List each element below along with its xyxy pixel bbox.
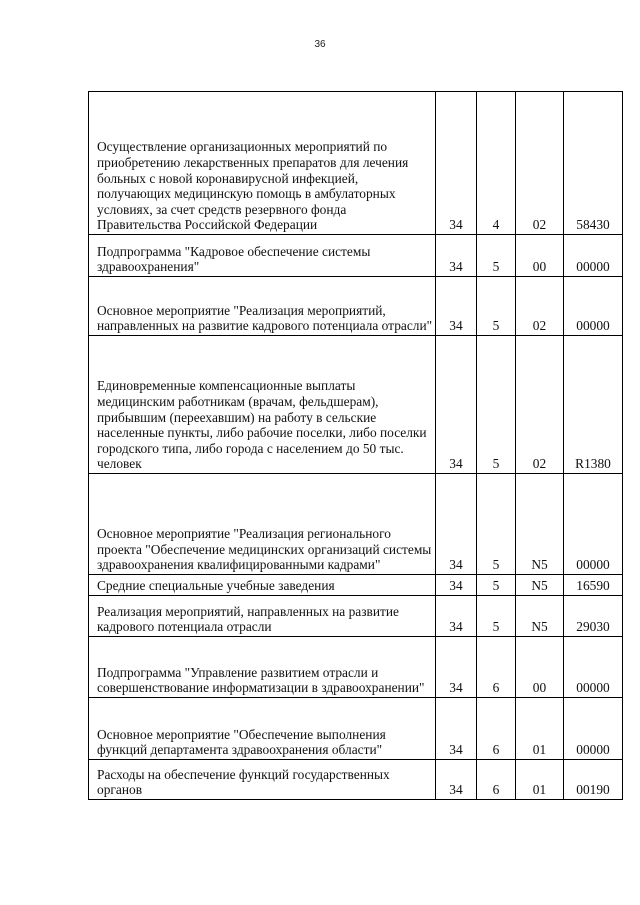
row-code-direction: 00000	[564, 698, 623, 760]
row-code-ministry: 34	[436, 760, 477, 800]
row-code-ministry: 34	[436, 575, 477, 596]
row-code-direction: 00000	[564, 637, 623, 698]
table-row	[89, 575, 623, 596]
row-code-ministry: 34	[436, 698, 477, 760]
budget-classification-table	[88, 91, 623, 800]
row-code-direction: 16590	[564, 575, 623, 596]
row-code-event: 00	[516, 637, 564, 698]
table-row	[89, 596, 623, 637]
row-code-direction: 58430	[564, 92, 623, 235]
row-description: Основное мероприятие "Реализация регионального проекта "Обеспечение медицинских организаций системы здравоохранения квалифицированными кадрами"	[89, 474, 436, 575]
table-row	[89, 336, 623, 474]
table-row	[89, 235, 623, 277]
row-code-direction: 29030	[564, 596, 623, 637]
table-row	[89, 698, 623, 760]
row-code-subprogram: 5	[477, 277, 516, 336]
row-code-subprogram: 5	[477, 474, 516, 575]
row-code-event: N5	[516, 474, 564, 575]
table-row	[89, 474, 623, 575]
row-code-event: 02	[516, 92, 564, 235]
row-code-event: 01	[516, 760, 564, 800]
row-code-direction: 00000	[564, 235, 623, 277]
row-code-direction: 00000	[564, 474, 623, 575]
table-row	[89, 92, 623, 235]
row-code-direction: 00190	[564, 760, 623, 800]
row-description: Средние специальные учебные заведения	[89, 575, 436, 596]
row-description: Единовременные компенсационные выплаты медицинским работникам (врачам, фельдшерам), прибывшим (переехавшим) на работу в сельские населенные пункты, либо рабочие поселки, либо поселки городского типа, либо города с населением до 50 тыс. человек	[89, 336, 436, 474]
row-code-subprogram: 5	[477, 596, 516, 637]
row-description: Осуществление организационных мероприятий по приобретению лекарственных препаратов для лечения больных с новой коронавирусной инфекцией, получающих медицинскую помощь в амбулаторных условиях, за счет средств резервного фонда Правительства Российской Федерации	[89, 92, 436, 235]
row-code-subprogram: 5	[477, 336, 516, 474]
table-row	[89, 637, 623, 698]
row-code-ministry: 34	[436, 336, 477, 474]
row-code-ministry: 34	[436, 235, 477, 277]
row-code-ministry: 34	[436, 637, 477, 698]
row-code-subprogram: 5	[477, 235, 516, 277]
table-row	[89, 760, 623, 800]
row-code-ministry: 34	[436, 474, 477, 575]
row-description: Реализация мероприятий, направленных на развитие кадрового потенциала отрасли	[89, 596, 436, 637]
page-number: 36	[314, 39, 326, 50]
row-code-event: 00	[516, 235, 564, 277]
row-description: Основное мероприятие "Обеспечение выполнения функций департамента здравоохранения области"	[89, 698, 436, 760]
row-description: Основное мероприятие "Реализация мероприятий, направленных на развитие кадрового потенциала отрасли"	[89, 277, 436, 336]
row-code-event: 01	[516, 698, 564, 760]
row-code-direction: R1380	[564, 336, 623, 474]
row-code-subprogram: 6	[477, 760, 516, 800]
row-code-subprogram: 5	[477, 575, 516, 596]
row-code-subprogram: 4	[477, 92, 516, 235]
row-code-subprogram: 6	[477, 698, 516, 760]
row-code-direction: 00000	[564, 277, 623, 336]
row-description: Подпрограмма "Управление развитием отрасли и совершенствование информатизации в здравоохранении"	[89, 637, 436, 698]
row-code-ministry: 34	[436, 92, 477, 235]
row-description: Расходы на обеспечение функций государственных органов	[89, 760, 436, 800]
row-description: Подпрограмма "Кадровое обеспечение системы здравоохранения"	[89, 235, 436, 277]
row-code-ministry: 34	[436, 596, 477, 637]
row-code-ministry: 34	[436, 277, 477, 336]
table-row	[89, 277, 623, 336]
row-code-event: 02	[516, 336, 564, 474]
row-code-event: 02	[516, 277, 564, 336]
row-code-event: N5	[516, 596, 564, 637]
row-code-event: N5	[516, 575, 564, 596]
row-code-subprogram: 6	[477, 637, 516, 698]
